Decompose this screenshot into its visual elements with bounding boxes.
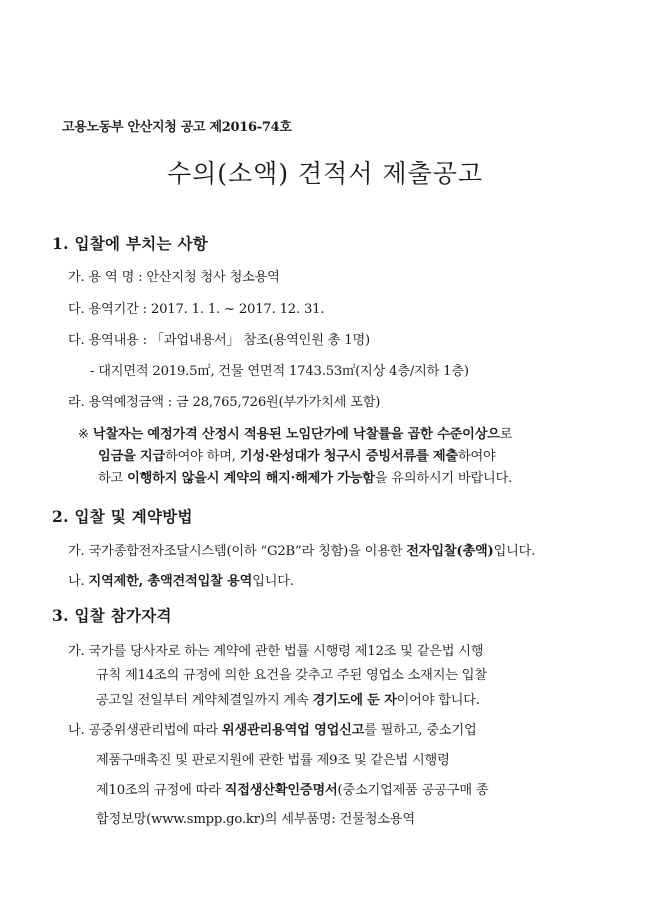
qualification-b1-bold: 위생관리용역업 영업신고 bbox=[221, 723, 365, 738]
qualification-b-line-2: 제품구매촉진 및 판로지원에 관한 법률 제9조 및 같은법 시행령 bbox=[96, 753, 450, 768]
note-text-3b: 을 유의하시기 바랍니다. bbox=[374, 471, 513, 486]
note-mark: ※ bbox=[78, 427, 89, 442]
qualification-a-line-1: 가. 국가를 당사자로 하는 계약에 관한 법률 시행령 제12조 및 같은법 시행 bbox=[68, 644, 484, 659]
qualification-a3-pre: 공고일 전일부터 계약체결일까지 계속 bbox=[96, 693, 313, 708]
bid-method-b-pre: 나. bbox=[68, 574, 89, 589]
qualification-b1-pre: 나. 공중위생관리법에 따라 bbox=[68, 723, 222, 738]
section-3-heading: 3. 입찰 참가자격 bbox=[52, 606, 172, 625]
note-bold-1: 낙찰자는 예정가격 산정시 적용된 노임단가에 낙찰률을 곱한 수준이상으 bbox=[92, 427, 500, 442]
note-text-2a: 하여야 하며, bbox=[165, 449, 240, 464]
qualification-b-line-4: 합정보망(www.smpp.go.kr)의 세부품명: 건물청소용역 bbox=[96, 812, 415, 827]
qualification-a-line-2: 규칙 제14조의 규정에 의한 요건을 갖추고 주된 영업소 소재지는 입찰 bbox=[96, 668, 487, 683]
note-text-1: 로 bbox=[499, 427, 513, 442]
notice-number: 고용노동부 안산지청 공고 제2016-74호 bbox=[62, 120, 292, 135]
note-bold-2a: 임금을 지급 bbox=[98, 449, 166, 464]
qualification-a-line-3 bbox=[96, 689, 480, 708]
bid-method-a-bold: 전자입찰(총액) bbox=[406, 544, 494, 559]
note-bold-2b: 기성·완성대가 청구시 증빙서류를 제출 bbox=[239, 449, 458, 464]
bid-method-a-pre: 가. 국가종합전자조달시스템(이하 “G2B”라 칭함)을 이용한 bbox=[68, 544, 407, 559]
bid-method-line-b bbox=[68, 570, 294, 589]
qualification-b-line-3 bbox=[96, 779, 488, 798]
page-title: 수의(소액) 견적서 제출공고 bbox=[166, 159, 484, 188]
note-line-3 bbox=[98, 467, 512, 486]
qualification-b3-bold: 직접생산확인증명서 bbox=[224, 783, 338, 798]
qualification-a3-post: 이어야 합니다. bbox=[396, 693, 480, 708]
bid-method-a-post: 입니다. bbox=[493, 544, 536, 559]
qualification-b1-post: 를 필하고, 중소기업 bbox=[364, 723, 477, 738]
section-2-heading: 2. 입찰 및 계약방법 bbox=[52, 507, 193, 526]
qualification-b3-post: (중소기업제품 공공구매 종 bbox=[337, 783, 489, 798]
qualification-b-line-1 bbox=[68, 719, 477, 738]
note-text-2b: 하여야 bbox=[457, 449, 496, 464]
note-line-2 bbox=[98, 445, 496, 464]
bid-method-b-bold: 지역제한, 총액견적입찰 용역 bbox=[88, 574, 253, 589]
estimated-price-line: 라. 용역예정금액 : 금 28,765,726원(부가가치세 포함) bbox=[68, 395, 381, 410]
note-bold-3: 이행하지 않을시 계약의 해지·해제가 가능함 bbox=[127, 471, 375, 486]
section-1-heading: 1. 입찰에 부치는 사항 bbox=[52, 234, 209, 253]
service-name-line: 가. 용 역 명 : 안산지청 청사 청소용역 bbox=[68, 270, 280, 285]
bid-method-line-a bbox=[68, 540, 535, 559]
site-area-line: - 대지면적 2019.5㎡, 건물 연면적 1743.53㎡(지상 4층/지하 1층) bbox=[90, 364, 469, 379]
bid-method-b-post: 입니다. bbox=[252, 574, 294, 589]
service-period-line: 다. 용역기간 : 2017. 1. 1. ~ 2017. 12. 31. bbox=[68, 302, 325, 317]
qualification-a3-bold: 경기도에 둔 자 bbox=[312, 693, 397, 708]
note-line-1 bbox=[78, 423, 512, 442]
service-content-line: 다. 용역내용 : 「과업내용서」 참조(용역인원 총 1명) bbox=[68, 333, 370, 348]
qualification-b3-pre: 제10조의 규정에 따라 bbox=[96, 783, 225, 798]
note-text-3a: 하고 bbox=[98, 471, 128, 486]
